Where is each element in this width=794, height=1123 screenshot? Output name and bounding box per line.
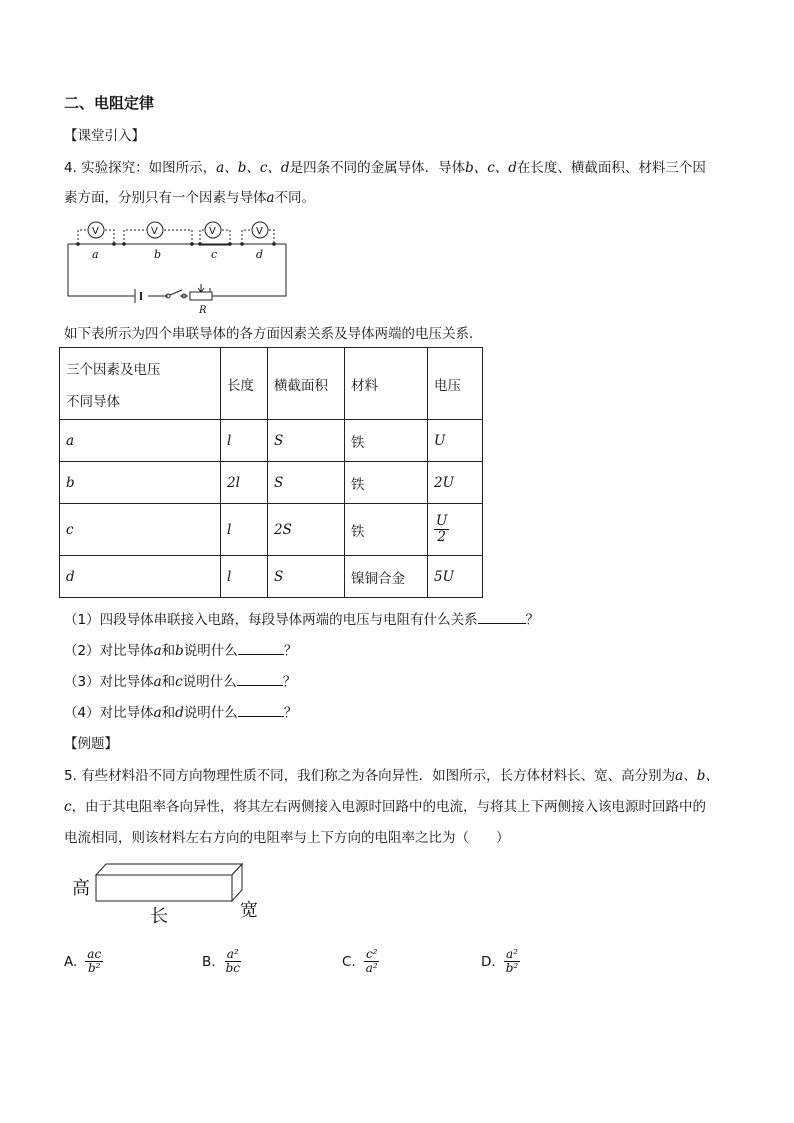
- cell-length: 2l: [221, 462, 268, 504]
- height-label: 高: [72, 878, 90, 899]
- col-header-area: 横截面积: [268, 348, 345, 420]
- svg-text:V: V: [209, 226, 216, 237]
- fraction-numerator: a²: [226, 947, 239, 961]
- q4-text: 是四条不同的金属导体．导体: [289, 160, 466, 176]
- sub-question-text: （4）对比导体: [64, 705, 154, 721]
- q5-line1: [64, 764, 719, 784]
- voltmeter-icon: [200, 222, 230, 244]
- example-tag: 【例题】: [64, 736, 118, 752]
- table-corner-cell: [60, 348, 221, 420]
- q4-line1: [64, 156, 706, 176]
- cell-name: a: [60, 420, 221, 462]
- table-row: [60, 556, 483, 598]
- cell-length: l: [221, 420, 268, 462]
- cell-voltage: U: [428, 420, 483, 462]
- qmark: ？: [282, 674, 297, 690]
- option-b[interactable]: [202, 948, 242, 975]
- col-header-length: 长度: [221, 348, 268, 420]
- var-a: a: [153, 705, 162, 721]
- cell-area: S: [268, 556, 345, 598]
- sub-question-text: 和: [161, 705, 176, 721]
- sub-question-text: 和: [161, 674, 176, 690]
- answer-blank[interactable]: [238, 704, 284, 717]
- answer-blank[interactable]: [238, 642, 284, 655]
- q5-text: ，由于其电阻率各向异性，将其左右两侧接入电源时回路中的电流，与将其上下两侧接入该电源时回路中的: [71, 799, 707, 815]
- sub-question-3: [64, 670, 296, 690]
- option-label: D.: [481, 953, 496, 970]
- var-d: d: [175, 705, 184, 721]
- table-row: [60, 462, 483, 504]
- cuboid-figure: [68, 858, 268, 928]
- col-header-voltage: 电压: [428, 348, 483, 420]
- q5-text: 5. 有些材料沿不同方向物理性质不同，我们称之为各向异性．如图所示，长方体材料长、宽、高分别为: [64, 768, 676, 784]
- sub-question-text: 说明什么: [183, 705, 238, 721]
- conductor-label-b: b: [154, 248, 162, 261]
- sub-question-end: ？: [525, 612, 540, 628]
- fraction-denominator: b²: [87, 961, 101, 976]
- q4-vars: a、b、c、d: [216, 160, 290, 176]
- cell-voltage: 2U: [428, 462, 483, 504]
- cell-voltage: [428, 504, 483, 556]
- var-a: a: [153, 643, 162, 659]
- resistor-label: R: [199, 305, 207, 314]
- sub-question-2: [64, 639, 297, 659]
- sub-question-text: 和: [161, 643, 176, 659]
- section-title: 二、电阻定律: [64, 94, 155, 112]
- intro-tag: 【课堂引入】: [64, 128, 145, 144]
- corner-line1: 三个因素及电压: [66, 361, 161, 378]
- answer-blank[interactable]: [237, 673, 283, 686]
- qmark: ？: [283, 643, 298, 659]
- fraction-denominator: bc: [225, 961, 240, 976]
- option-label: B.: [202, 953, 216, 970]
- q4-var: a: [266, 190, 275, 206]
- fraction-denominator: a²: [365, 961, 378, 976]
- cell-name: c: [60, 504, 221, 556]
- var-b: b: [175, 643, 184, 659]
- option-fraction: [504, 948, 521, 975]
- fraction-denominator: 2: [437, 529, 446, 545]
- width-label: 宽: [240, 900, 258, 921]
- cell-voltage: 5U: [428, 556, 483, 598]
- voltage-fraction: [434, 514, 449, 545]
- q5-line2: [64, 795, 706, 815]
- cell-area: 2S: [268, 504, 345, 556]
- qmark: ？: [283, 705, 298, 721]
- fraction-numerator: ac: [87, 947, 102, 961]
- option-label: A.: [64, 953, 78, 970]
- table-intro: 如下表所示为四个串联导体的各方面因素关系及导体两端的电压关系．: [64, 326, 483, 342]
- var-a: a: [153, 674, 162, 690]
- sub-question-text: 说明什么: [183, 643, 238, 659]
- var-c: c: [175, 674, 183, 690]
- q5-line3: 电流相同，则该材料左右方向的电阻率与上下方向的电阻率之比为（ ）: [64, 830, 510, 846]
- sub-question-text: 说明什么: [182, 674, 237, 690]
- svg-text:V: V: [256, 226, 263, 237]
- cell-area: S: [268, 420, 345, 462]
- voltmeter-icon: [242, 222, 274, 244]
- fraction-numerator: a²: [505, 947, 518, 961]
- cell-material: 铁: [345, 462, 428, 504]
- q4-text: 在长度、横截面积、材料三个因: [516, 160, 706, 176]
- conductor-label-d: d: [256, 248, 264, 261]
- q4-line2: [64, 186, 315, 206]
- q4-text: 不同。: [274, 190, 316, 206]
- cell-material: 镍铜合金: [345, 556, 428, 598]
- option-fraction: [85, 948, 103, 975]
- fraction-numerator: c²: [365, 947, 378, 961]
- cell-name: d: [60, 556, 221, 598]
- svg-text:V: V: [151, 226, 158, 237]
- voltmeter-icon: [124, 222, 192, 244]
- option-d[interactable]: [481, 948, 520, 975]
- col-header-material: 材料: [345, 348, 428, 420]
- length-label: 长: [150, 906, 168, 927]
- sub-question-text: （3）对比导体: [64, 674, 154, 690]
- q5-var: c: [64, 799, 72, 815]
- option-label: C.: [342, 953, 356, 970]
- sub-question-1: [64, 608, 539, 628]
- cell-area: S: [268, 462, 345, 504]
- sub-question-text: （1）四段导体串联接入电路，每段导体两端的电压与电阻有什么关系: [64, 612, 478, 628]
- corner-line2: 不同导体: [66, 393, 120, 410]
- cell-material: 铁: [345, 504, 428, 556]
- option-fraction: [224, 948, 242, 975]
- sub-question-text: （2）对比导体: [64, 643, 154, 659]
- cell-material: 铁: [345, 420, 428, 462]
- cell-length: l: [221, 556, 268, 598]
- option-c[interactable]: [342, 948, 380, 975]
- option-fraction: [364, 948, 380, 975]
- circuit-diagram: [60, 214, 300, 314]
- table-row: [60, 420, 483, 462]
- table-header-row: [60, 348, 483, 420]
- option-a[interactable]: [64, 948, 103, 975]
- svg-text:V: V: [92, 226, 99, 237]
- conductor-label-c: c: [211, 248, 218, 261]
- conductor-table: [59, 347, 483, 598]
- answer-blank[interactable]: [478, 611, 526, 624]
- fraction-denominator: b²: [505, 961, 519, 976]
- table-row: [60, 504, 483, 556]
- cell-name: b: [60, 462, 221, 504]
- cell-length: l: [221, 504, 268, 556]
- q4-vars: b、c、d: [465, 160, 517, 176]
- q5-vars: a、b、: [675, 768, 719, 784]
- q4-text: 素方面，分别只有一个因素与导体: [64, 190, 267, 206]
- fraction-numerator: U: [436, 513, 448, 530]
- q4-text: 4. 实验探究：如图所示，: [64, 160, 217, 176]
- rheostat-icon: [190, 292, 212, 300]
- voltmeter-icon: [78, 222, 114, 244]
- sub-question-4: [64, 701, 297, 721]
- conductor-label-a: a: [92, 248, 99, 261]
